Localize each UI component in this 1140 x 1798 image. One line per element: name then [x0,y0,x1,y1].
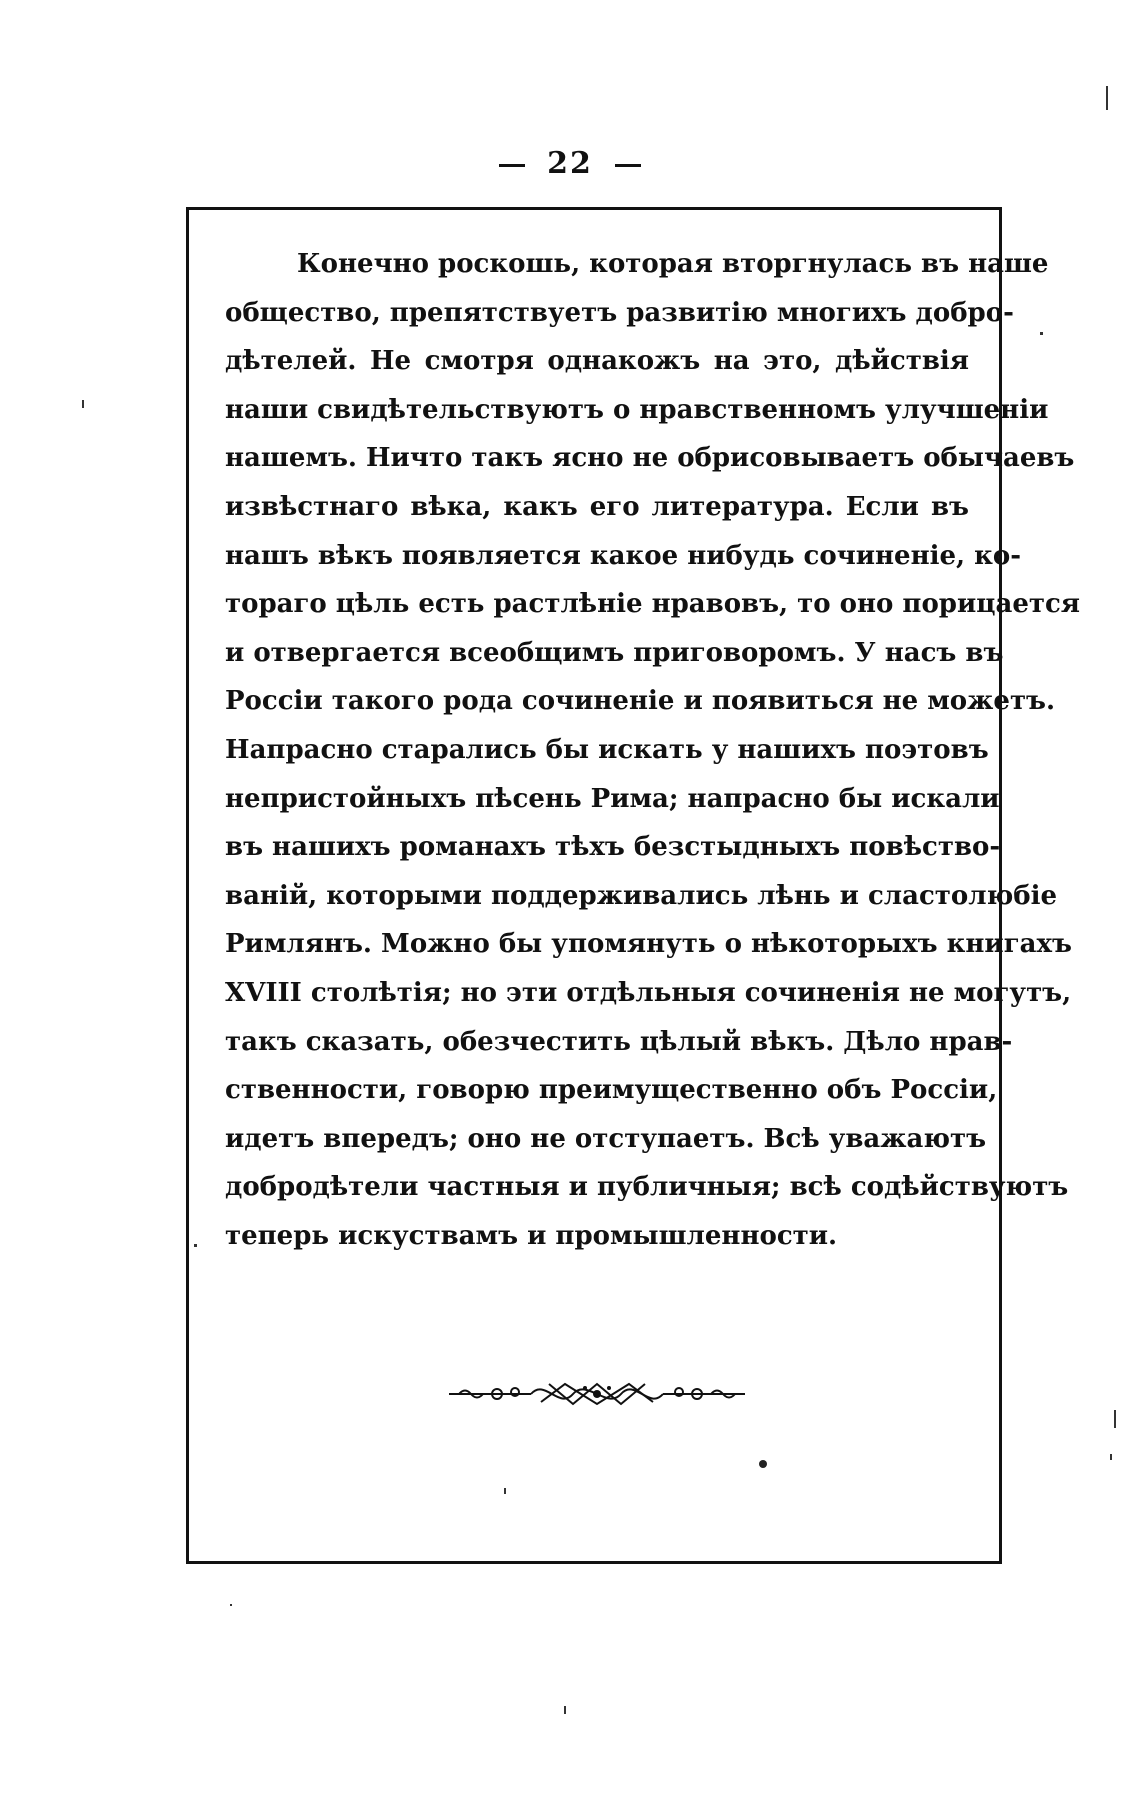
header-dash-left [499,164,525,167]
text-line: ваній, которыми поддерживались лѣнь и сластолюбіе [225,880,1058,911]
text-line: извѣстнаго вѣка, какъ его литература. Если въ [225,491,969,522]
text-line: XVIII столѣтія; но эти отдѣльныя сочиненія не могутъ, [225,977,1072,1008]
text-frame [186,207,1081,1564]
header-dash-right [615,164,641,167]
body-text [225,240,1081,1260]
ink-speck [1040,332,1043,335]
text-line: Россіи такого рода сочиненіе и появиться не можетъ. [225,686,1056,717]
text-line: наши свидѣтельствуютъ о нравственномъ улучшеніи [225,394,1049,425]
text-line: нашемъ. Ничто такъ ясно не обрисовываетъ обычаевъ [225,443,1075,474]
text-line: дѣтелей. Не смотря однакожъ на это, дѣйствія [225,346,969,377]
ink-speck [1114,1410,1116,1428]
ink-dot [759,1460,767,1468]
ink-speck [230,1604,232,1606]
text-line: ственности, говорю преимущественно объ Россіи, [225,1075,998,1106]
page-number: 22 [547,146,593,181]
text-line: непристойныхъ пѣсень Рима; напрасно бы искали [225,783,1000,814]
text-line: общество, препятствуетъ развитію многихъ добро- [225,297,1014,328]
text-line: въ нашихъ романахъ тѣхъ безстыдныхъ повѣство- [225,832,1001,863]
ornament-divider [445,1374,749,1414]
text-line: Напрасно старались бы искать у нашихъ поэтовъ [225,734,989,765]
text-line: Римлянъ. Можно бы упомянуть о нѣкоторыхъ книгахъ [225,929,1072,960]
ink-speck [1110,1454,1112,1460]
ink-speck [82,400,84,408]
text-line: Конечно роскошь, которая вторгнулась въ наше [297,249,1049,279]
text-line: теперь искуствамъ и промышленности. [225,1220,838,1251]
text-line: добродѣтели частныя и публичныя; всѣ содѣйствуютъ [225,1172,1069,1203]
ink-speck [504,1488,506,1494]
ink-speck [564,1706,566,1714]
ink-speck [194,1244,197,1247]
page-header [0,146,1140,181]
ink-speck [1106,86,1108,110]
text-line: идетъ впередъ; оно не отступаетъ. Всѣ уважаютъ [225,1123,987,1154]
text-line: и отвергается всеобщимъ приговоромъ. У насъ въ [225,637,1004,668]
text-line: такъ сказать, обезчестить цѣлый вѣкъ. Дѣло нрав- [225,1026,1013,1057]
text-line: нашъ вѣкъ появляется какое нибудь сочиненіе, ко- [225,540,1022,571]
text-line: тораго цѣль есть растлѣніе нравовъ, то оно порицается [225,589,1081,620]
